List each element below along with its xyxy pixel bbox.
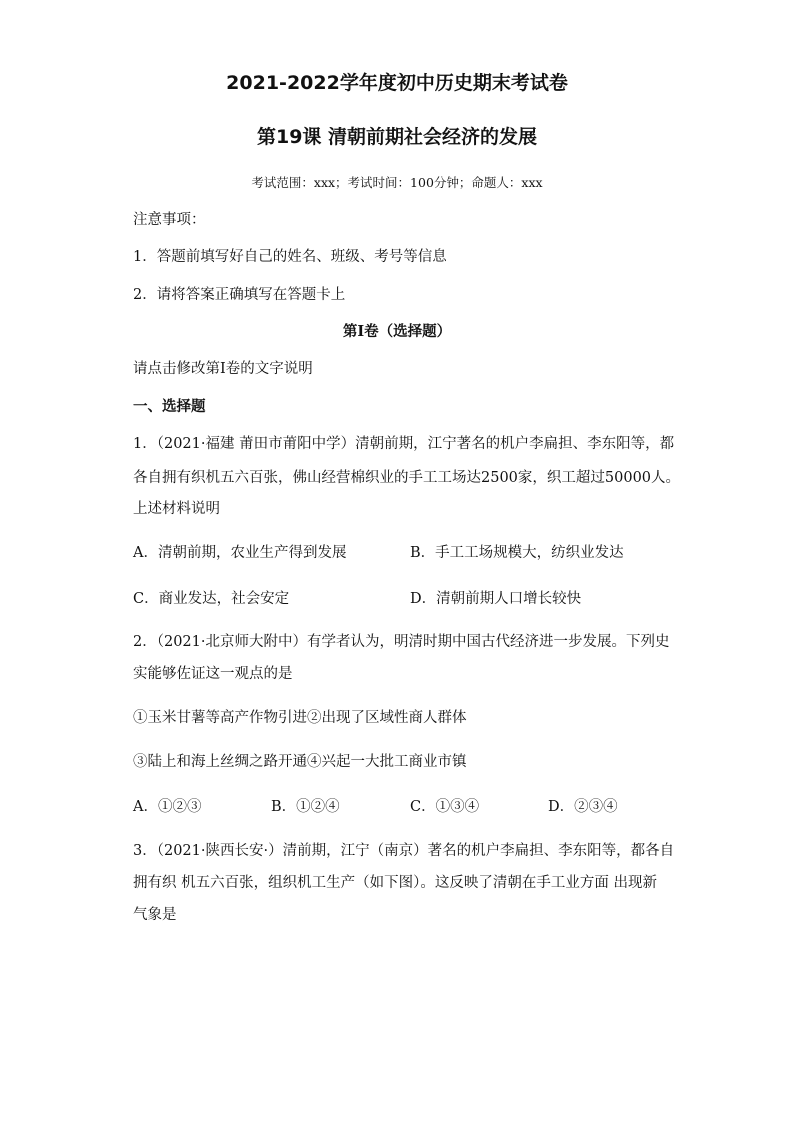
question-2-statement: ③陆上和海上丝绸之路开通④兴起一大批工商业市镇	[133, 754, 467, 770]
notice-item: 1．答题前填写好自己的姓名、班级、考号等信息	[133, 249, 447, 265]
exam-info: 考试范围：xxx；考试时间：100分钟；命题人：xxx	[251, 175, 543, 190]
question-2-option-b: B．①②④	[271, 799, 340, 815]
volume-title: 第I卷（选择题）	[342, 323, 452, 340]
question-1-option-b: B．手工工场规模大，纺织业发达	[410, 545, 624, 561]
question-2-line: 2．（2021·北京师大附中）有学者认为，明清时期中国古代经济进一步发展。下列史	[133, 634, 670, 650]
question-1-line: 各自拥有织机五六百张，佛山经营棉织业的手工工场达2500家，织工超过50000人。	[133, 470, 681, 486]
section-heading: 一、选择题	[133, 398, 206, 415]
question-2-option-d: D．②③④	[548, 799, 618, 815]
question-1-option-a: A．清朝前期，农业生产得到发展	[133, 545, 347, 561]
question-2-option-c: C．①③④	[410, 799, 480, 815]
question-2-option-a: A．①②③	[133, 799, 202, 815]
question-3-line: 气象是	[133, 907, 177, 923]
exam-title: 2021-2022学年度初中历史期末考试卷	[226, 72, 568, 94]
question-1-option-c: C．商业发达，社会安定	[133, 591, 290, 607]
notice-item: 2．请将答案正确填写在答题卡上	[133, 287, 346, 303]
lesson-title: 第19课 清朝前期社会经济的发展	[256, 126, 538, 148]
question-1-line: 1．（2021·福建 莆田市莆阳中学）清朝前期，江宁著名的机户李扁担、李东阳等，都	[133, 436, 675, 452]
question-3-line: 3．（2021·陕西长安·）清前期，江宁（南京）著名的机户李扁担、李东阳等，都各自	[133, 843, 675, 859]
volume-note: 请点击修改第I卷的文字说明	[133, 361, 313, 377]
question-2-line: 实能够佐证这一观点的是	[133, 666, 293, 682]
notice-heading: 注意事项：	[133, 212, 206, 228]
question-2-statement: ①玉米甘薯等高产作物引进②出现了区域性商人群体	[133, 710, 467, 726]
question-1-line: 上述材料说明	[133, 501, 220, 517]
question-1-option-d: D．清朝前期人口增长较快	[410, 591, 582, 607]
question-3-line: 拥有织 机五六百张，组织机工生产（如下图）。这反映了清朝在手工业方面 出现新	[133, 875, 657, 891]
